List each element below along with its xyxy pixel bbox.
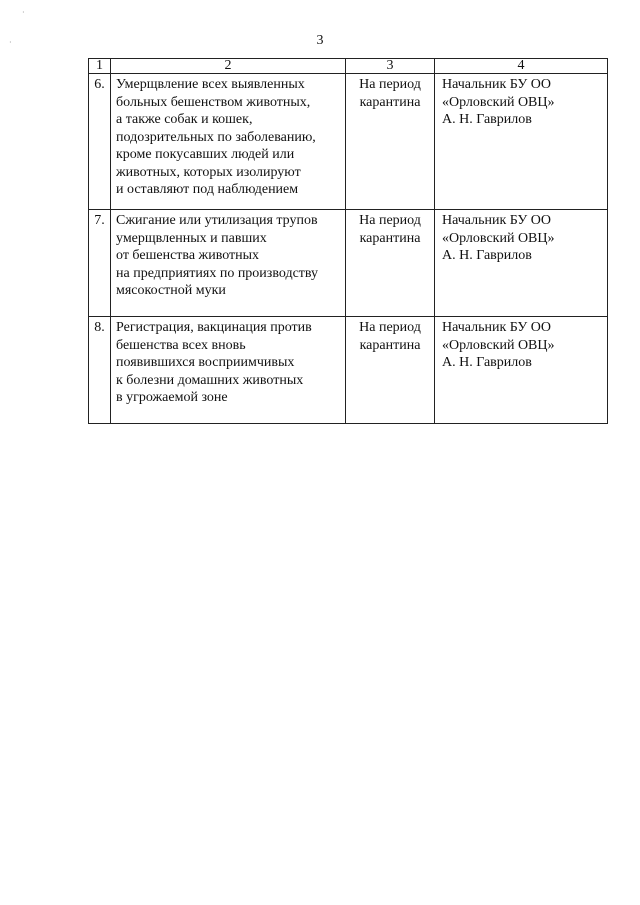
- scan-speck: ·: [9, 38, 12, 47]
- table-row: [89, 317, 608, 424]
- measures-table: [88, 58, 608, 424]
- table-row: [89, 210, 608, 317]
- row-responsible: Начальник БУ ОО «Орловский ОВЦ» А. Н. Гаврилов: [435, 317, 608, 424]
- row-responsible: Начальник БУ ОО «Орловский ОВЦ» А. Н. Гаврилов: [435, 210, 608, 317]
- row-number: 8.: [89, 317, 111, 424]
- table-header-row: [89, 59, 608, 74]
- column-header: 2: [111, 59, 346, 74]
- column-header: 4: [435, 59, 608, 74]
- column-header: 1: [89, 59, 111, 74]
- column-header: 3: [346, 59, 435, 74]
- row-period: На период карантина: [346, 74, 435, 210]
- row-number: 6.: [89, 74, 111, 210]
- row-action: Умерщвление всех выявленных больных бешенством животных, а также собак и кошек, подозрительных по заболеванию, кроме покусавших людей или животных, которых изолируют и оставляют под наблюдением: [111, 74, 346, 210]
- page-number: 3: [316, 33, 324, 48]
- row-responsible: Начальник БУ ОО «Орловский ОВЦ» А. Н. Гаврилов: [435, 74, 608, 210]
- row-action: Сжигание или утилизация трупов умерщвленных и павших от бешенства животных на предприятиях по производству мясокостной муки: [111, 210, 346, 317]
- row-period: На период карантина: [346, 317, 435, 424]
- row-number: 7.: [89, 210, 111, 317]
- row-period: На период карантина: [346, 210, 435, 317]
- table-row: [89, 74, 608, 210]
- row-action: Регистрация, вакцинация против бешенства всех вновь появившихся восприимчивых к болезни домашних животных в угрожаемой зоне: [111, 317, 346, 424]
- scan-speck: ·: [22, 8, 25, 17]
